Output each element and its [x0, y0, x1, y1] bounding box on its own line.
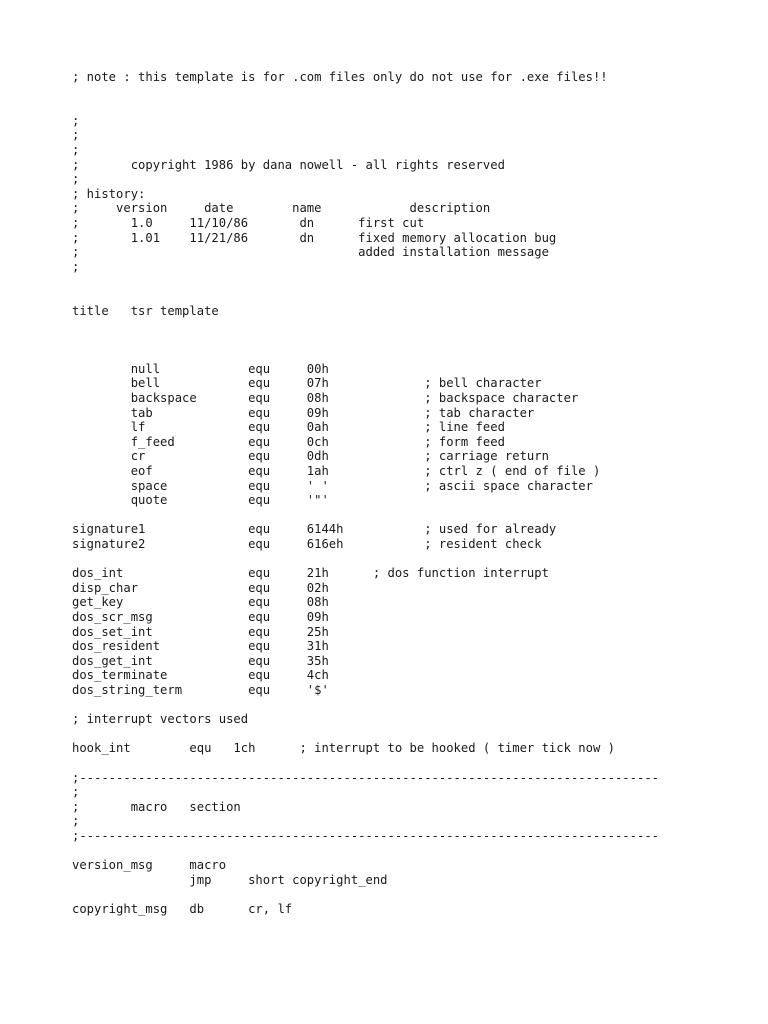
code-line: space equ ' ' ; ascii space character: [72, 478, 593, 493]
code-line: dos_scr_msg equ 09h: [72, 609, 329, 624]
comment-line: ;: [72, 128, 80, 143]
comment-line: ;: [72, 785, 80, 800]
comment-line: ; interrupt vectors used: [72, 712, 249, 727]
code-line: lf equ 0ah ; line feed: [72, 420, 505, 435]
blank-line: [72, 508, 752, 523]
document-page: [72, 70, 752, 916]
code-line: dos_get_int equ 35h: [72, 653, 329, 668]
code-line: tab equ 09h ; tab character: [72, 405, 535, 420]
comment-line: ;: [72, 259, 80, 274]
comment-line: ;-------------------------------------------------------------------------------: [72, 770, 659, 785]
code-line: eof equ 1ah ; ctrl z ( end of file ): [72, 464, 601, 479]
comment-line: ; macro section: [72, 799, 241, 814]
code-line: null equ 00h: [72, 361, 329, 376]
comment-line: ; history:: [72, 186, 146, 201]
blank-line: [72, 99, 752, 114]
comment-line: ;: [72, 113, 80, 128]
code-line: disp_char equ 02h: [72, 580, 329, 595]
code-line: dos_resident equ 31h: [72, 639, 329, 654]
blank-line: [72, 274, 752, 289]
code-line: copyright_msg db cr, lf: [72, 901, 293, 916]
blank-line: [72, 347, 752, 362]
blank-line: [72, 698, 752, 713]
comment-line: ;-------------------------------------------------------------------------------: [72, 828, 659, 843]
code-line: signature1 equ 6144h ; used for already: [72, 522, 557, 537]
comment-line: ;: [72, 142, 80, 157]
code-line: signature2 equ 616eh ; resident check: [72, 537, 542, 551]
comment-line: ; 1.0 11/10/86 dn first cut: [72, 215, 425, 230]
comment-line: ;: [72, 172, 80, 187]
code-line: cr equ 0dh ; carriage return: [72, 449, 549, 464]
blank-line: [72, 552, 752, 567]
code-line: dos_set_int equ 25h: [72, 624, 329, 639]
code-line: dos_terminate equ 4ch: [72, 668, 329, 683]
code-line: hook_int equ 1ch ; interrupt to be hooked ( timer tick now ): [72, 741, 615, 756]
code-line: get_key equ 08h: [72, 595, 329, 610]
blank-line: [72, 289, 752, 304]
blank-line: [72, 887, 752, 902]
code-line: version_msg macro: [72, 858, 227, 873]
comment-line: ; copyright 1986 by dana nowell - all rights reserved: [72, 157, 505, 172]
blank-line: [72, 843, 752, 858]
comment-line: ; version date name description: [72, 201, 491, 216]
code-line: quote equ '"': [72, 493, 329, 508]
blank-line: [72, 318, 752, 333]
blank-line: [72, 756, 752, 771]
code-line: backspace equ 08h ; backspace character: [72, 391, 579, 406]
blank-line: [72, 727, 752, 742]
comment-line: ; added installation message: [72, 245, 549, 260]
comment-line: ; note : this template is for .com files only do not use for .exe files!!: [72, 70, 608, 84]
code-line: dos_string_term equ '$': [72, 682, 329, 697]
comment-line: ; 1.01 11/21/86 dn fixed memory allocation bug: [72, 230, 557, 245]
code-line: f_feed equ 0ch ; form feed: [72, 434, 505, 449]
comment-line: ;: [72, 814, 80, 829]
code-line: bell equ 07h ; bell character: [72, 376, 542, 391]
blank-line: [72, 85, 752, 100]
code-line: title tsr template: [72, 303, 219, 318]
code-line: jmp short copyright_end: [72, 872, 388, 887]
blank-line: [72, 333, 752, 348]
code-line: dos_int equ 21h ; dos function interrupt: [72, 566, 549, 581]
